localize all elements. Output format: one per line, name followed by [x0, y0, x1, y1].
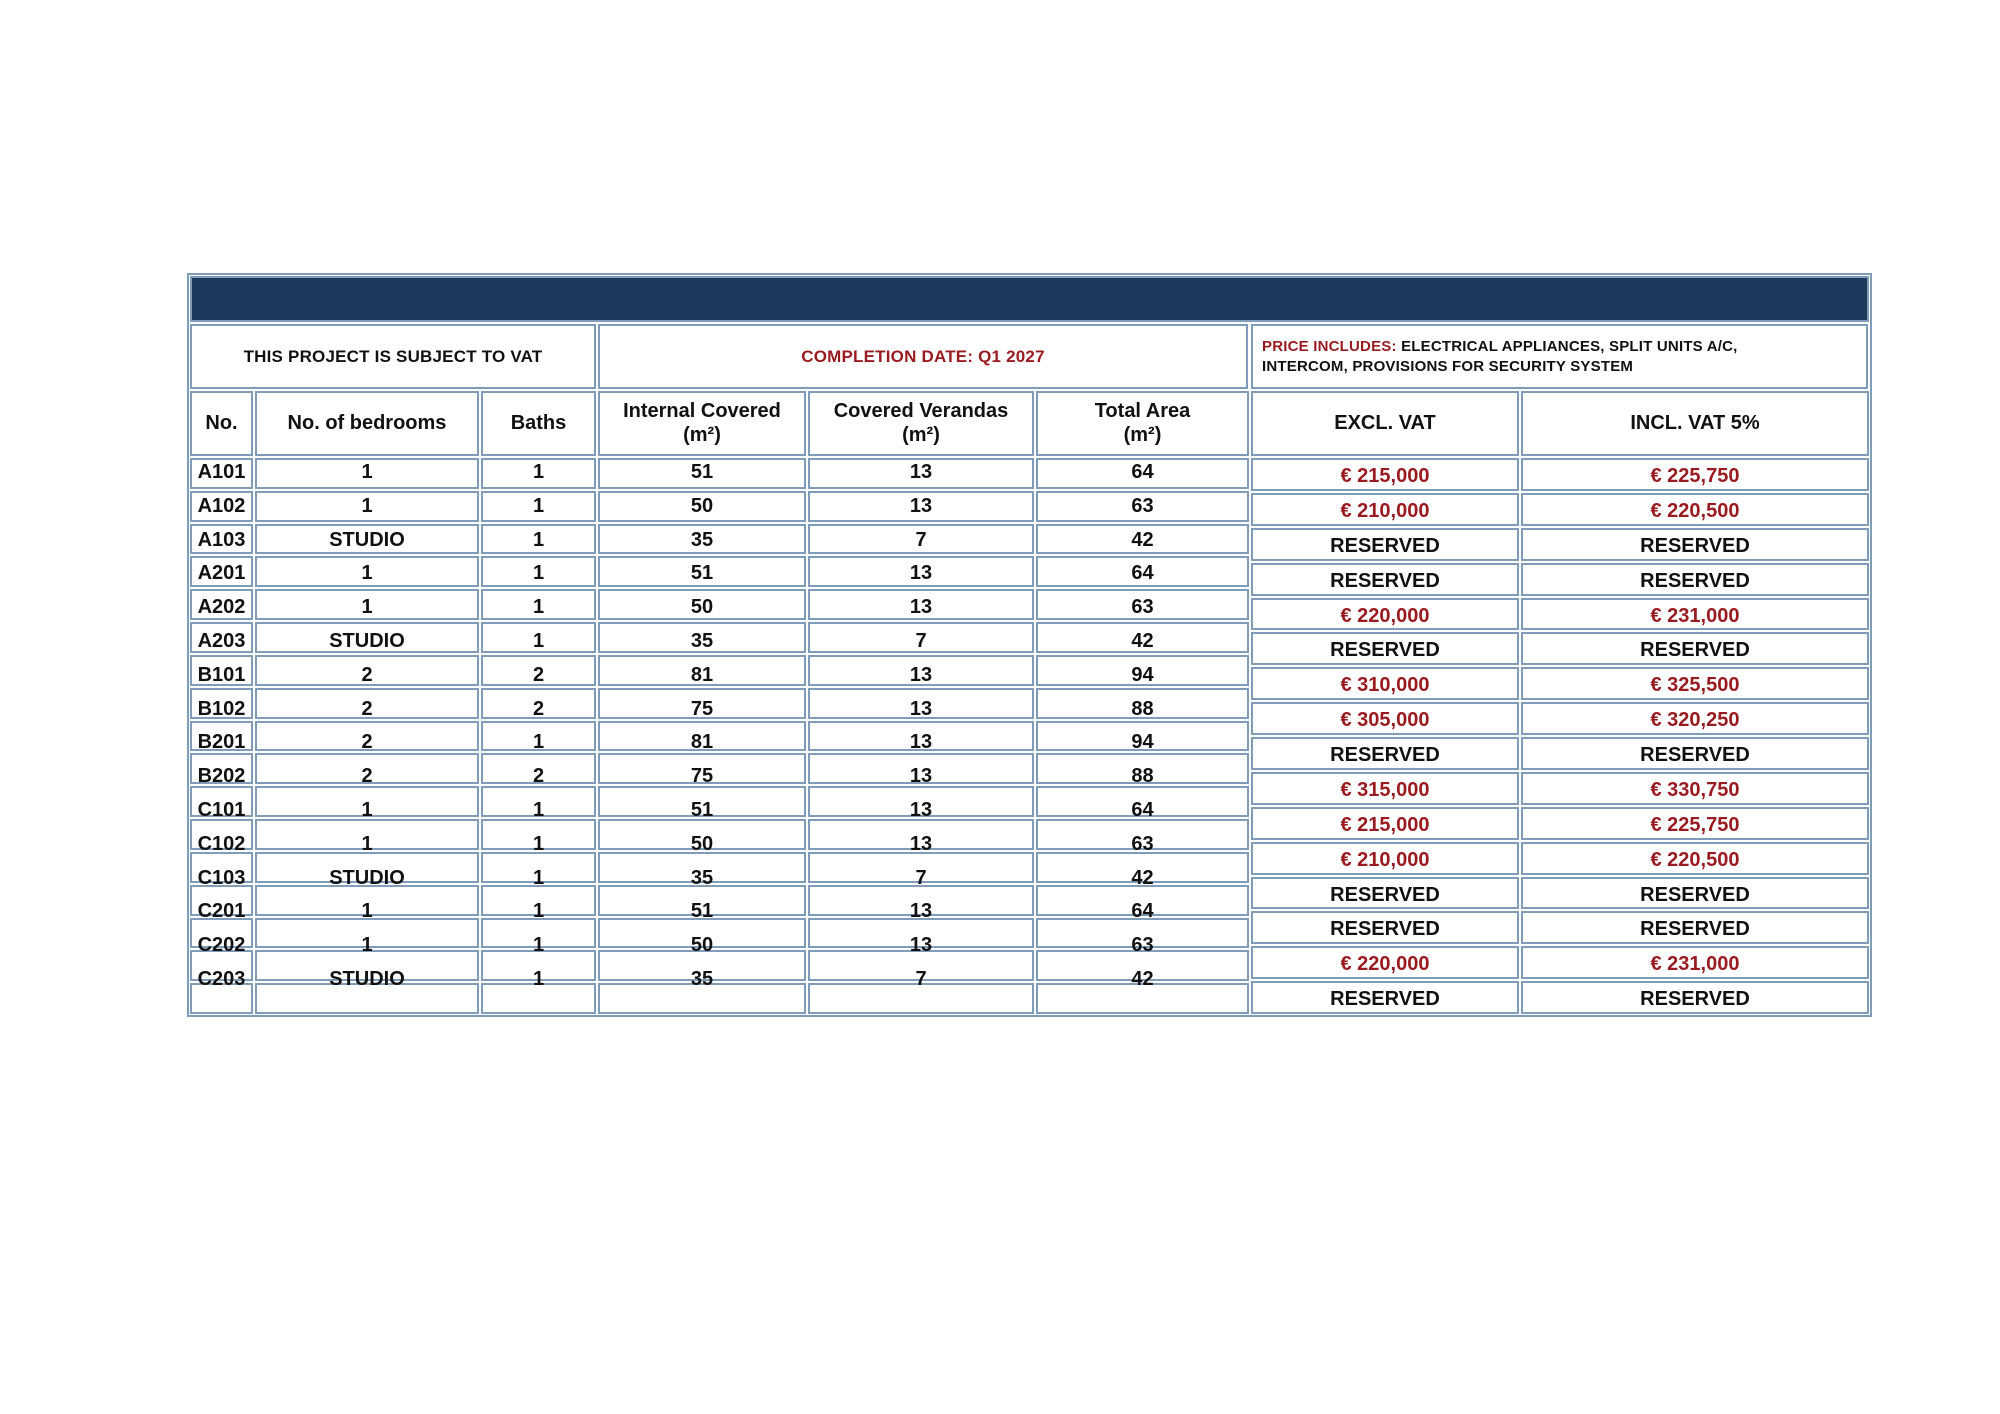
cell-bedrooms: STUDIO — [329, 630, 405, 652]
cell-internal: 50 — [690, 596, 714, 619]
cell-internal: 81 — [690, 663, 714, 686]
header-bedrooms — [255, 391, 479, 456]
cell-internal: 50 — [690, 934, 714, 957]
price-cell-excl — [1251, 598, 1519, 631]
price-value: RESERVED — [1640, 988, 1750, 1011]
cell-total: 42 — [1131, 528, 1154, 551]
cell-internal: 75 — [690, 697, 714, 720]
cell-no: C201 — [197, 900, 246, 923]
header-label: Internal Covered — [623, 399, 781, 422]
price-includes-note — [1251, 324, 1868, 389]
cell-verandas: 7 — [915, 630, 927, 652]
price-value: RESERVED — [1640, 744, 1750, 766]
cell-baths: 2 — [532, 663, 545, 686]
cell-verandas: 13 — [909, 900, 933, 923]
cell-internal: 35 — [690, 630, 714, 652]
price-value: € 220,500 — [1650, 499, 1740, 522]
header-label: Baths — [510, 411, 567, 434]
cell-internal: 81 — [690, 731, 714, 754]
price-value: € 220,000 — [1340, 604, 1430, 627]
cell-bedrooms: 1 — [361, 900, 373, 923]
cell-baths: 1 — [532, 832, 545, 855]
price-includes-label: PRICE INCLUDES: — [1262, 338, 1397, 355]
price-value: € 310,000 — [1340, 674, 1430, 697]
cell-total: 64 — [1131, 799, 1154, 821]
cell-internal: 75 — [690, 765, 714, 788]
cell-total: 94 — [1131, 663, 1154, 686]
price-value: € 330,750 — [1650, 778, 1740, 801]
cell-bedrooms: STUDIO — [329, 866, 405, 889]
cell-no: C202 — [197, 934, 246, 957]
cell-total: 64 — [1131, 562, 1154, 585]
table-row — [189, 595, 1250, 619]
price-cell-excl — [1251, 563, 1519, 596]
price-value: € 220,000 — [1340, 953, 1430, 976]
price-value: RESERVED — [1330, 744, 1440, 766]
cell-bedrooms: STUDIO — [329, 968, 405, 990]
price-cell-incl — [1521, 842, 1869, 875]
header-label: No. of bedrooms — [287, 411, 447, 434]
table-row — [189, 967, 1250, 991]
cell-no: A101 — [197, 461, 246, 483]
cell-no: B101 — [197, 663, 246, 686]
cell-internal: 50 — [690, 832, 714, 855]
price-cell-excl — [1251, 772, 1519, 805]
price-value: € 210,000 — [1340, 848, 1430, 871]
cell-total: 63 — [1131, 596, 1154, 619]
cell-no: B202 — [197, 765, 246, 788]
price-cell-incl — [1521, 667, 1869, 700]
cell-verandas: 13 — [909, 596, 933, 619]
cell-bedrooms: 1 — [361, 494, 373, 517]
cell-baths: 1 — [532, 528, 545, 551]
table-row — [189, 764, 1250, 788]
cell-no: A201 — [197, 562, 246, 585]
price-cell-excl — [1251, 842, 1519, 875]
price-cell-excl — [1251, 528, 1519, 561]
price-cell-incl — [1521, 598, 1869, 631]
cell-internal: 35 — [690, 528, 714, 551]
table-row — [189, 866, 1250, 890]
price-value: € 225,750 — [1650, 813, 1740, 836]
header-label: INCL. VAT 5% — [1630, 411, 1760, 434]
price-value: € 215,000 — [1340, 465, 1430, 487]
price-cell-excl — [1251, 981, 1519, 1014]
cell-baths: 1 — [532, 630, 545, 652]
cell-verandas: 13 — [909, 832, 933, 855]
price-cell-excl — [1251, 946, 1519, 979]
cell-bedrooms: 2 — [361, 765, 373, 788]
cell-baths: 1 — [532, 968, 545, 990]
cell-no: B201 — [197, 731, 246, 754]
cell-verandas: 13 — [909, 731, 933, 754]
cell-baths: 1 — [532, 900, 545, 923]
header-excl — [1251, 391, 1519, 456]
price-value: € 220,500 — [1650, 848, 1740, 871]
price-value: RESERVED — [1640, 883, 1750, 906]
cell-verandas: 13 — [909, 934, 933, 957]
cell-bedrooms: 2 — [361, 731, 373, 754]
cell-bedrooms: 2 — [361, 663, 373, 686]
cell-verandas: 13 — [909, 663, 933, 686]
header-internal — [598, 391, 806, 456]
cell-internal: 51 — [690, 562, 714, 585]
cell-bedrooms: 1 — [361, 799, 373, 821]
table-row — [189, 460, 1250, 484]
cell-verandas: 13 — [909, 697, 933, 720]
price-value: RESERVED — [1640, 534, 1750, 557]
price-cell-excl — [1251, 702, 1519, 735]
cell-no: A102 — [197, 494, 246, 517]
price-cell-excl — [1251, 458, 1519, 491]
price-cell-incl — [1521, 528, 1869, 561]
cell-bedrooms: STUDIO — [329, 528, 405, 551]
price-cell-incl — [1521, 981, 1869, 1014]
header-baths — [481, 391, 596, 456]
cell-total: 63 — [1131, 934, 1154, 957]
price-cell-incl — [1521, 632, 1869, 665]
cell-total: 42 — [1131, 866, 1154, 889]
table-row — [189, 832, 1250, 856]
header-label: Total Area — [1094, 399, 1191, 422]
cell-baths: 1 — [532, 799, 545, 821]
price-value: RESERVED — [1330, 639, 1440, 662]
cell-total: 64 — [1131, 900, 1154, 923]
price-cell-incl — [1521, 737, 1869, 770]
cell-verandas: 13 — [909, 494, 933, 517]
header-unit: (m²) — [1123, 423, 1162, 446]
header-unit: (m²) — [902, 423, 940, 446]
price-value: RESERVED — [1640, 639, 1750, 662]
price-cell-incl — [1521, 946, 1869, 979]
price-cell-incl — [1521, 458, 1869, 491]
price-cell-excl — [1251, 667, 1519, 700]
price-cell-excl — [1251, 877, 1519, 910]
price-value: RESERVED — [1330, 883, 1440, 906]
price-includes-text: ELECTRICAL APPLIANCES, SPLIT UNITS A/C, INTERCOM, PROVISIONS FOR SECURITY SYSTEM — [1262, 338, 1738, 375]
cell-baths: 1 — [532, 562, 545, 585]
price-value: € 231,000 — [1650, 953, 1740, 976]
cell-internal: 51 — [690, 900, 714, 923]
price-cell-excl — [1251, 911, 1519, 944]
table-row — [189, 528, 1250, 552]
cell-no: A103 — [197, 528, 246, 551]
cell-no: C101 — [197, 799, 246, 821]
price-value: € 305,000 — [1340, 709, 1430, 732]
price-value: € 320,250 — [1650, 709, 1740, 732]
price-cell-excl — [1251, 493, 1519, 526]
table-row — [189, 697, 1250, 721]
cell-verandas: 7 — [915, 528, 927, 551]
cell-verandas: 13 — [909, 799, 933, 821]
cell-internal: 35 — [690, 968, 714, 990]
price-value: € 315,000 — [1340, 778, 1430, 801]
price-value: € 225,750 — [1650, 465, 1740, 487]
price-value: RESERVED — [1330, 534, 1440, 557]
header-verandas — [808, 391, 1034, 456]
cell-baths: 1 — [532, 866, 545, 889]
header-total — [1036, 391, 1249, 456]
cell-no: C203 — [197, 968, 246, 990]
cell-no: A202 — [197, 596, 246, 619]
price-value: € 215,000 — [1340, 813, 1430, 836]
header-unit: (m²) — [683, 423, 721, 446]
header-label: Covered Verandas — [833, 399, 1009, 422]
cell-total: 63 — [1131, 832, 1154, 855]
cell-baths: 2 — [532, 697, 545, 720]
cell-total: 88 — [1131, 697, 1154, 720]
header-label: EXCL. VAT — [1334, 411, 1436, 434]
price-cell-incl — [1521, 702, 1869, 735]
cell-verandas: 13 — [909, 461, 933, 483]
cell-verandas: 13 — [909, 765, 933, 788]
table-row — [189, 730, 1250, 754]
price-value: RESERVED — [1640, 918, 1750, 941]
price-cell-incl — [1521, 493, 1869, 526]
cell-bedrooms: 1 — [361, 461, 373, 483]
price-value: € 231,000 — [1650, 604, 1740, 627]
cell-verandas: 13 — [909, 562, 933, 585]
cell-internal: 51 — [690, 461, 714, 483]
price-cell-incl — [1521, 877, 1869, 910]
cell-internal: 50 — [690, 494, 714, 517]
cell-total: 64 — [1131, 461, 1154, 483]
cell-bedrooms: 1 — [361, 596, 373, 619]
price-cell-excl — [1251, 807, 1519, 840]
price-cell-excl — [1251, 737, 1519, 770]
price-cell-incl — [1521, 563, 1869, 596]
title-banner — [190, 276, 1869, 322]
cell-internal: 35 — [690, 866, 714, 889]
cell-total: 94 — [1131, 731, 1154, 754]
cell-verandas: 7 — [915, 968, 927, 990]
price-cell-excl — [1251, 632, 1519, 665]
table-row — [189, 629, 1250, 653]
price-value: € 210,000 — [1340, 499, 1430, 522]
table-row — [189, 798, 1250, 822]
cell-baths: 1 — [532, 731, 545, 754]
cell-total: 42 — [1131, 630, 1154, 652]
price-value: € 325,500 — [1650, 674, 1740, 697]
vat-notice: THIS PROJECT IS SUBJECT TO VAT — [190, 324, 596, 389]
price-value: RESERVED — [1330, 918, 1440, 941]
price-table — [187, 273, 1872, 1017]
price-cell-incl — [1521, 772, 1869, 805]
price-value: RESERVED — [1330, 988, 1440, 1011]
cell-baths: 2 — [532, 765, 545, 788]
cell-verandas: 7 — [915, 866, 927, 889]
cell-no: C102 — [197, 832, 246, 855]
header-label: No. — [205, 411, 238, 434]
table-row — [189, 561, 1250, 585]
cell-bedrooms: 1 — [361, 562, 373, 585]
completion-date: COMPLETION DATE: Q1 2027 — [598, 324, 1248, 389]
cell-no: B102 — [197, 697, 246, 720]
table-row — [189, 933, 1250, 957]
header-incl — [1521, 391, 1869, 456]
price-value: RESERVED — [1640, 569, 1750, 592]
price-value: RESERVED — [1330, 569, 1440, 592]
table-row — [189, 663, 1250, 687]
header-no — [190, 391, 253, 456]
cell-baths: 1 — [532, 596, 545, 619]
cell-total: 63 — [1131, 494, 1154, 517]
cell-internal: 51 — [690, 799, 714, 821]
cell-baths: 1 — [532, 494, 545, 517]
table-row — [189, 494, 1250, 518]
table-row — [189, 899, 1250, 923]
cell-total: 42 — [1131, 968, 1154, 990]
price-cell-incl — [1521, 911, 1869, 944]
cell-no: C103 — [197, 866, 246, 889]
cell-bedrooms: 1 — [361, 934, 373, 957]
price-cell-incl — [1521, 807, 1869, 840]
cell-baths: 1 — [532, 934, 545, 957]
cell-baths: 1 — [532, 461, 545, 483]
cell-total: 88 — [1131, 765, 1154, 788]
cell-no: A203 — [197, 630, 246, 652]
cell-bedrooms: 2 — [361, 697, 373, 720]
cell-bedrooms: 1 — [361, 832, 373, 855]
